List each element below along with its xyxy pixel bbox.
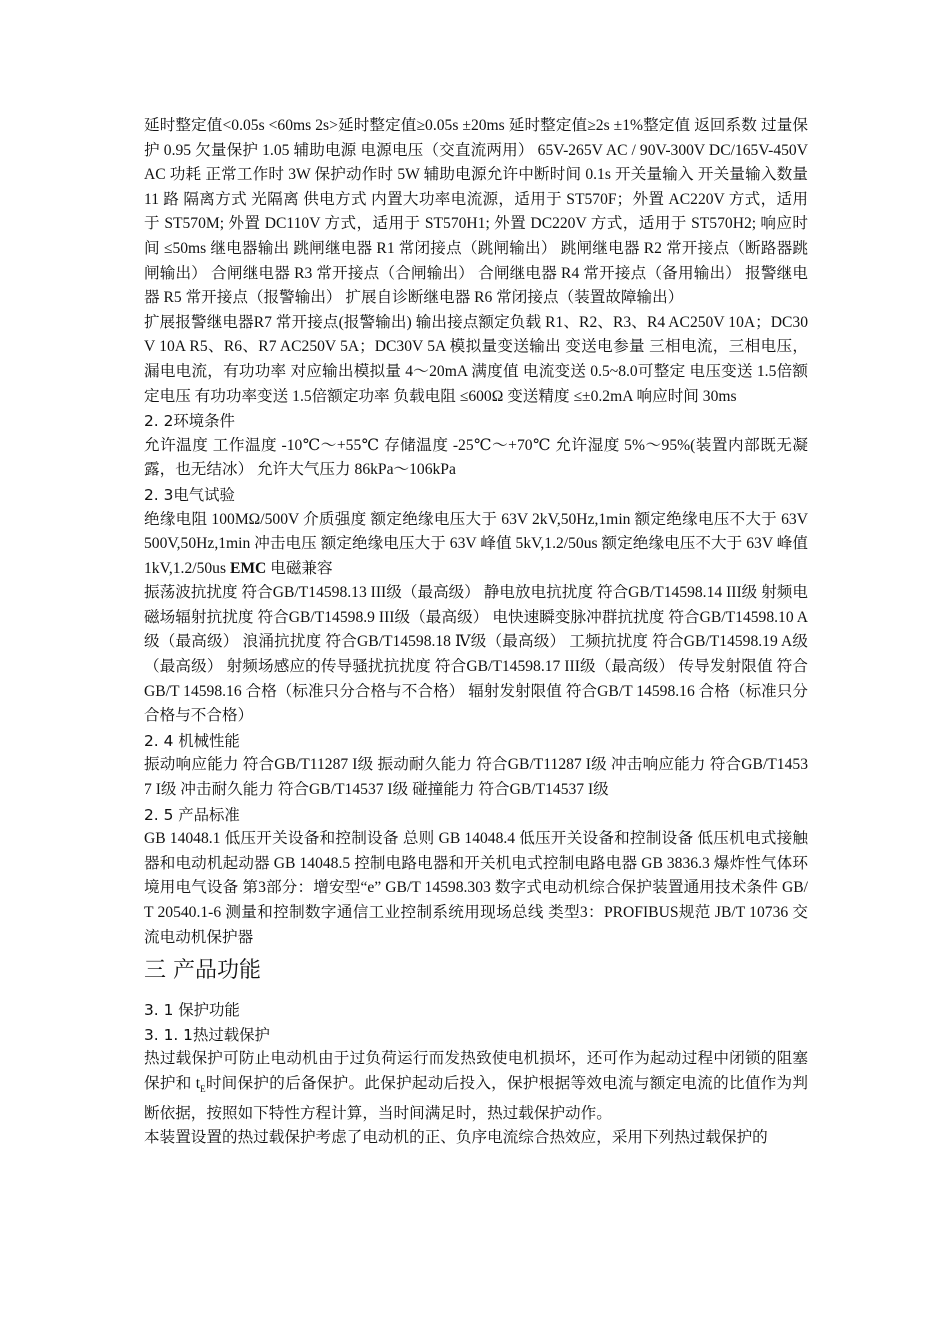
section-thermal-title: 3. 1. 1热过载保护	[144, 1025, 270, 1044]
section-elec-text-2: 振荡波抗扰度 符合GB/T14598.13 III级（最高级） 静电放电抗扰度 符合GB/T14598.14 III级 射频电磁场辐射抗扰度 符合GB/T14598.9 III级（最高级） 电快速瞬变脉冲群抗扰度 符合GB/T14598.10 A级（最高级） 浪涌抗扰度 符合GB/T14598.18 Ⅳ级（最高级） 工频抗扰度 符合GB/T14598.19 A级（最高级） 射频场感应的传导骚扰抗扰度 符合GB/T14598.17 III级（最高级） 传导发射限值 符合GB/T 14598.16 合格（标准只分合格与不合格） 辐射发射限值 符合GB/T 14598.16 合格（标准只分合格与不合格）	[144, 584, 808, 725]
section-std-text: GB 14048.1 低压开关设备和控制设备 总则 GB 14048.4 低压开关设备和控制设备 低压机电式接触器和电动机起动器 GB 14048.5 控制电路电器和开关机电式控制电路电器 GB 3836.3 爆炸性气体环境用电气设备 第3部分：增安型“e” GB/T 14598.303 数字式电动机综合保护装置通用技术条件 GB/T 20540.1-6 测量和控制数字通信工业控制系统用现场总线 类型3：PROFIBUS规范 JB/T 10736 交流电动机保护器	[144, 830, 808, 946]
section-env-title: 2. 2环境条件	[144, 412, 235, 431]
thermal-text-b: 时间保护的后备保护。此保护起动后投入，保护根据等效电流与额定电流的比值作为判断依据，按照如下特性方程计算，当时间满足时，热过载保护动作。	[144, 1074, 808, 1122]
elec-text-a: 绝缘电阻 100MΩ/500V 介质强度 额定绝缘电压大于 63V 2kV,50Hz,1min 额定绝缘电压不大于 63V 500V,50Hz,1min 冲击电压 额定绝缘电压大于 63V 峰值 5kV,1.2/50us 额定绝缘电压不大于 63V 峰值 1kV,1.2/50us	[144, 510, 808, 577]
document-page	[144, 114, 808, 1151]
section-elec-text-1	[144, 508, 808, 582]
section-func-title: 3. 1 保护功能	[144, 1001, 240, 1020]
spec-paragraph-2: 扩展报警继电器R7 常开接点(报警输出) 输出接点额定负载 R1、R2、R3、R4 AC250V 10A；DC30V 10A R5、R6、R7 AC250V 5A；DC30V 5A 模拟量变送输出 变送电参量 三相电流，三相电压，漏电电流，有功功率 对应输出模拟量 4～20mA 满度值 电流变送 0.5~8.0可整定 电压变送 1.5倍额定电压 有功功率变送 1.5倍额定功率 负载电阻 ≤600Ω 变送精度 ≤±0.2mA 响应时间 30ms	[144, 313, 808, 405]
section-elec-title: 2. 3电气试验	[144, 485, 235, 504]
section-std-title: 2. 5 产品标准	[144, 805, 240, 824]
section-env-text: 允许温度 工作温度 -10℃～+55℃ 存储温度 -25℃～+70℃ 允许湿度 5%～95%(装置内部既无凝露，也无结冰） 允许大气压力 86kPa～106kPa	[144, 436, 808, 479]
section-thermal-text	[144, 1047, 808, 1126]
section-mech-text: 振动响应能力 符合GB/T11287 I级 振动耐久能力 符合GB/T11287 I级 冲击响应能力 符合GB/T14537 I级 冲击耐久能力 符合GB/T14537 I级 碰撞能力 符合GB/T14537 I级	[144, 756, 808, 799]
thermal-subscript: E	[200, 1084, 206, 1095]
section-mech-title: 2. 4 机械性能	[144, 731, 240, 750]
thermal-text-a: 热过载保护可防止电动机由于过负荷运行而发热致使电机损坏，还可作为起动过程中闭锁的阻塞保护和 t	[144, 1050, 808, 1092]
section-thermal-text-2: 本装置设置的热过载保护考虑了电动机的正、负序电流综合热效应，采用下列热过载保护的	[144, 1129, 768, 1147]
elec-text-b: 电磁兼容	[266, 559, 333, 577]
emc-label: EMC	[229, 559, 267, 577]
chapter-title: 三 产品功能	[144, 958, 261, 984]
spec-paragraph-1: 延时整定值<0.05s <60ms 2s>延时整定值≥0.05s ±20ms 延时整定值≥2s ±1%整定值 返回系数 过量保护 0.95 欠量保护 1.05 辅助电源 电源电压（交直流两用） 65V-265V AC / 90V-300V DC/165V-450V AC 功耗 正常工作时 3W 保护动作时 5W 辅助电源允许中断时间 0.1s 开关量输入 开关量输入数量 11 路 隔离方式 光隔离 供电方式 内置大功率电流源，适用于 ST570F；外置 AC220V 方式，适用于 ST570M; 外置 DC110V 方式，适用于 ST570H1; 外置 DC220V 方式，适用于 ST570H2; 响应时间 ≤50ms 继电器输出 跳闸继电器 R1 常闭接点（跳闸输出） 跳闸继电器 R2 常开接点（断路器跳闸输出） 合闸继电器 R3 常开接点（合闸输出） 合闸继电器 R4 常开接点（备用输出） 报警继电器 R5 常开接点（报警输出） 扩展自诊断继电器 R6 常闭接点（装置故障输出）	[144, 117, 808, 307]
